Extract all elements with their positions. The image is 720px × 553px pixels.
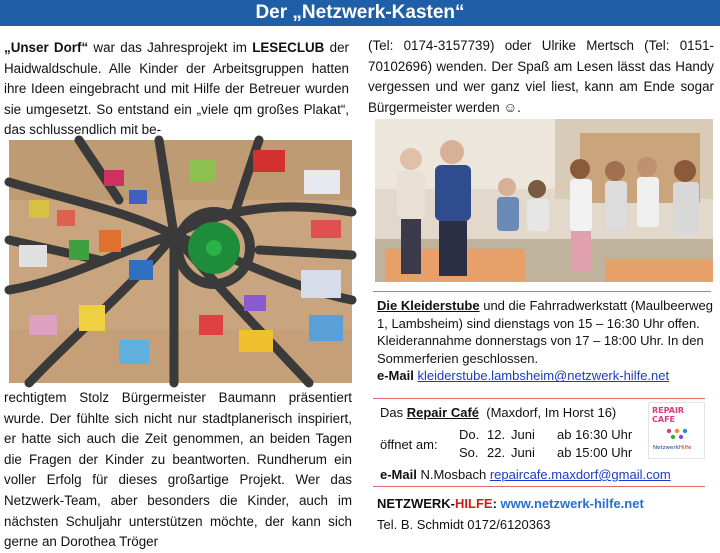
- kleiderstube-email-link[interactable]: kleiderstube.lambsheim@netzwerk-hilfe.net: [417, 368, 670, 384]
- date-time: ab 15:00 Uhr: [557, 445, 633, 460]
- netzwerk-footer: [377, 495, 713, 533]
- project-title: „Unser Dorf“: [4, 40, 89, 55]
- org-name-b: HILFE: [455, 496, 493, 511]
- logo-sub-b: Hilfe: [678, 445, 692, 451]
- kleiderstube-text: und die Fahrradwerkstatt (Maulbeerweg 1, Lambsheim) sind dienstags von 15 – 16:30 Uhr offen. Kleiderannahme donnerstags von 17 – 18:00 Uhr. In den Sommerferien geschlossen.: [377, 298, 713, 366]
- page-header: [0, 0, 720, 26]
- date-month: Juni: [511, 427, 535, 442]
- repair-cafe-prefix: Das: [380, 405, 404, 420]
- kleiderstube-email-label: e-Mail: [377, 368, 414, 384]
- article-contact: [368, 36, 714, 116]
- repair-cafe-logo: [648, 402, 705, 459]
- section-divider: [373, 291, 711, 292]
- intro-text-b: der Haidwaldschule. Alle Kinder der Arbeitsgruppen hatten ihre Ideen eingebracht und mit Hilfe der Betreuer wurden sie umgesetzt. So entstand ein „viele qm großes Plakat“, das schlussendlich mit be-: [4, 40, 349, 138]
- club-name: LESECLUB: [252, 40, 325, 55]
- section-divider: [373, 486, 705, 487]
- logo-line-2: CAFE: [652, 415, 675, 424]
- repair-cafe-title: Repair Café: [406, 405, 479, 420]
- article-continuation: [4, 388, 352, 550]
- repair-cafe-contact-name: N.Mosbach: [420, 467, 487, 482]
- kleiderstube-title: Die Kleiderstube: [377, 298, 480, 313]
- date-day: Do.: [459, 427, 480, 442]
- logo-sub-a: Netzwerk: [653, 445, 679, 451]
- wrench-icon: [663, 425, 691, 443]
- intro-text-a: war das Jahresprojekt im: [93, 40, 247, 55]
- org-colon: :: [492, 496, 497, 511]
- page-title: Der „Netzwerk-Kasten“: [255, 2, 465, 23]
- date-time: ab 16:30 Uhr: [557, 427, 633, 442]
- date-day: So.: [459, 445, 479, 460]
- village-poster-photo: [9, 140, 352, 383]
- contact-text: (Tel: 0174-3157739) oder Ulrike Mertsch (Tel: 0151-70102696) wenden. Der Spaß am Lesen lässt das Handy vergessen und wer ganz viel liest, kann am Ende sogar Bürgermeister werden ☺.: [368, 38, 714, 115]
- kleiderstube-info: [377, 297, 713, 385]
- reading-club-photo: [375, 119, 713, 282]
- org-name-a: NETZWERK-: [377, 496, 455, 511]
- org-website-link[interactable]: www.netzwerk-hilfe.net: [500, 496, 644, 511]
- repair-cafe-email-link[interactable]: repaircafe.maxdorf@gmail.com: [489, 467, 671, 482]
- date-number: 22.: [487, 445, 506, 460]
- article-intro: [4, 38, 349, 138]
- logo-line-1: REPAIR: [652, 406, 685, 415]
- section-divider: [373, 398, 705, 399]
- repair-cafe-date-2: [459, 444, 632, 462]
- repair-cafe-open-label: öffnet am:: [380, 437, 438, 452]
- continuation-text: rechtigtem Stolz Bürgermeister Baumann präsentiert wurde. Der fühlte sich nicht nur stadtplanerisch inspiriert, er hatte sich auch die Zeit genommen, an beiden Tagen die Fragen der Kinder zu beantworten. Rundherum ein voller Erfolg für dieses großartige Projekt. Wer das Netzwerk-Team, aber besonders die Kinder, auch im nächsten Schuljahr unterstützen möchte, der kann sich gerne an Dorothea Tröger: [4, 390, 352, 550]
- org-phone: Tel. B. Schmidt 0172/6120363: [377, 516, 551, 532]
- date-number: 12.: [487, 427, 506, 442]
- date-month: Juni: [511, 445, 535, 460]
- repair-cafe-email-label: e-Mail: [380, 467, 417, 482]
- repair-cafe-location: (Maxdorf, Im Horst 16): [486, 405, 617, 420]
- repair-cafe-date-1: [459, 426, 632, 444]
